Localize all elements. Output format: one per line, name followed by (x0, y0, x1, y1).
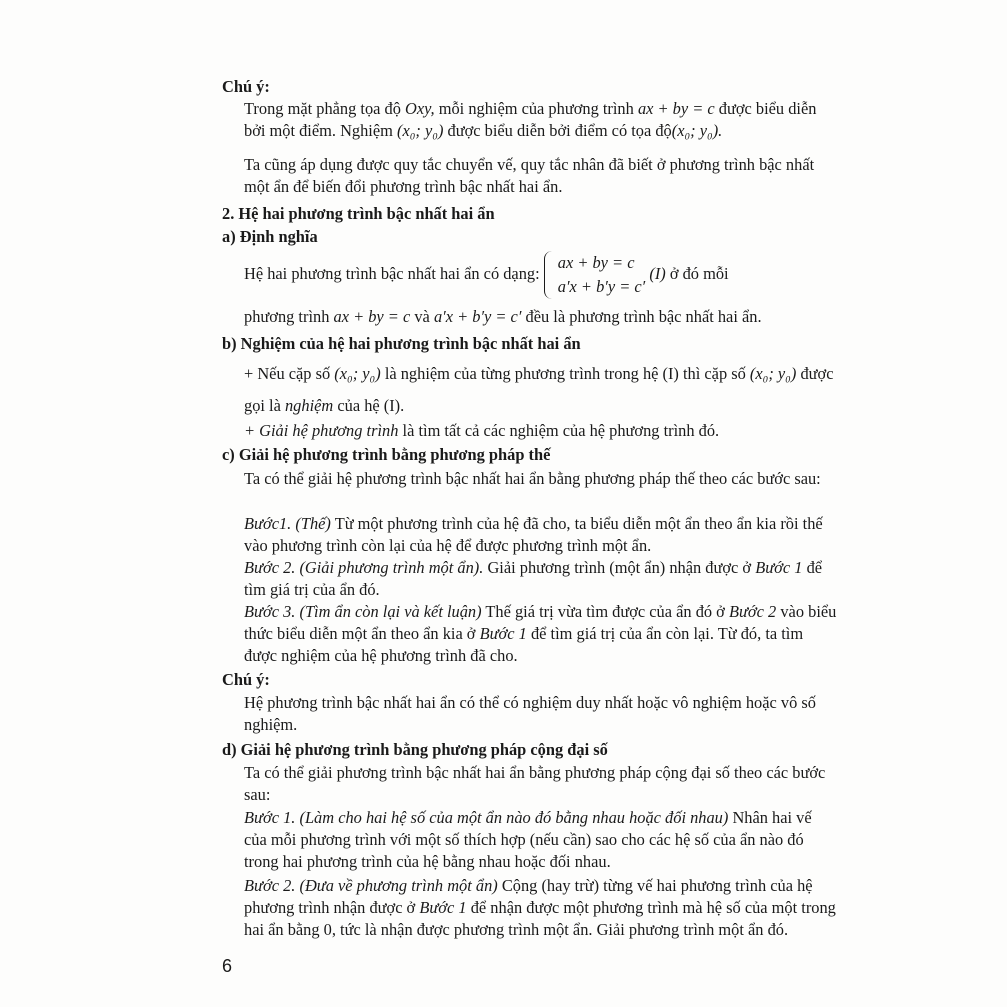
section-2c-heading: c) Giải hệ phương trình bằng phương pháp thế (222, 445, 551, 464)
note1-paragraph-2: Ta cũng áp dụng được quy tắc chuyển vế, quy tắc nhân đã biết ở phương trình bậc nhất một ẩn để biến đổi phương trình bậc nhất hai ẩn. (244, 155, 815, 196)
system-label: (I) (649, 263, 666, 283)
section-2b-paragraph-2: + Giải hệ phương trình là tìm tất cả các nghiệm của hệ phương trình đó. (244, 421, 720, 440)
section-2d-intro: Ta có thể giải phương trình bậc nhất hai ẩn bằng phương pháp cộng đại số theo các bước sau: (244, 763, 826, 804)
equation-system (544, 251, 645, 299)
section-2b-heading: b) Nghiệm của hệ hai phương trình bậc nhất hai ẩn (222, 334, 581, 353)
section-2d-step-2: Bước 2. (Đưa về phương trình một ẩn) Cộng (hay trừ) từng vế hai phương trình của hệ phương trình nhận được ở Bước 1 để nhận được một phương trình mà hệ số của một trong hai ẩn bằng 0, tức là nhận được phương trình một ẩn. Giải phương trình một ẩn đó. (244, 876, 836, 939)
brace-icon (544, 251, 555, 299)
section-2d-heading: d) Giải hệ phương trình bằng phương pháp cộng đại số (222, 740, 608, 759)
section-2a-heading: a) Định nghĩa (222, 227, 318, 246)
note2-paragraph: Hệ phương trình bậc nhất hai ẩn có thể có nghiệm duy nhất hoặc vô nghiệm hoặc vô số nghiệm. (244, 693, 816, 734)
section-2b-paragraph-1: + Nếu cặp số (x₀; y₀) là nghiệm của từng phương trình trong hệ (I) thì cặp số (x₀; y₀) được gọi là nghiệm của hệ (I). (244, 364, 834, 415)
note1-paragraph-1: Trong mặt phẳng tọa độ Oxy, mỗi nghiệm của phương trình ax + by = c được biểu diễn bởi một điểm. Nghiệm (x₀; y₀) được biểu diễn bởi điểm có tọa độ(x₀; y₀). (244, 99, 817, 140)
section-2c-step-1: Bước1. (Thế) Từ một phương trình của hệ đã cho, ta biểu diễn một ẩn theo ẩn kia rồi thế vào phương trình còn lại của hệ để được phương trình một ẩn. (244, 514, 823, 555)
definition-line-2: phương trình ax + by = c và a′x + b′y = c′ đều là phương trình bậc nhất hai ẩn. (244, 307, 762, 326)
page-number: 6 (222, 956, 233, 976)
note1-heading: Chú ý: (222, 77, 270, 96)
system-equation-1: ax + by = c (557, 253, 635, 272)
note2-heading: Chú ý: (222, 670, 270, 689)
section-2-heading: 2. Hệ hai phương trình bậc nhất hai ẩn (222, 204, 495, 223)
section-2c-step-2: Bước 2. (Giải phương trình một ẩn). Giải phương trình (một ẩn) nhận được ở Bước 1 để tìm giá trị của ẩn đó. (244, 558, 823, 599)
definition-line: Hệ hai phương trình bậc nhất hai ẩn có dạng: ax + by = c a′x + b′y = c′ (I) ở đó mỗi (0, 251, 1007, 299)
system-equation-2: a′x + b′y = c′ (557, 277, 646, 296)
section-2c-intro: Ta có thể giải hệ phương trình bậc nhất hai ẩn bằng phương pháp thế theo các bước sau: (244, 469, 821, 488)
section-2d-step-1: Bước 1. (Làm cho hai hệ số của một ẩn nào đó bằng nhau hoặc đối nhau) Nhân hai vế của mỗi phương trình với một số thích hợp (nếu cần) sao cho các hệ số của ẩn nào đó trong hai phương trình của hệ bằng nhau hoặc đối nhau. (244, 808, 812, 871)
section-2c-step-3: Bước 3. (Tìm ẩn còn lại và kết luận) Thế giá trị vừa tìm được của ẩn đó ở Bước 2 vào biểu thức biểu diễn một ẩn theo ẩn kia ở Bước 1 để tìm giá trị của ẩn còn lại. Từ đó, ta tìm được nghiệm của hệ phương trình đã cho. (244, 602, 837, 665)
